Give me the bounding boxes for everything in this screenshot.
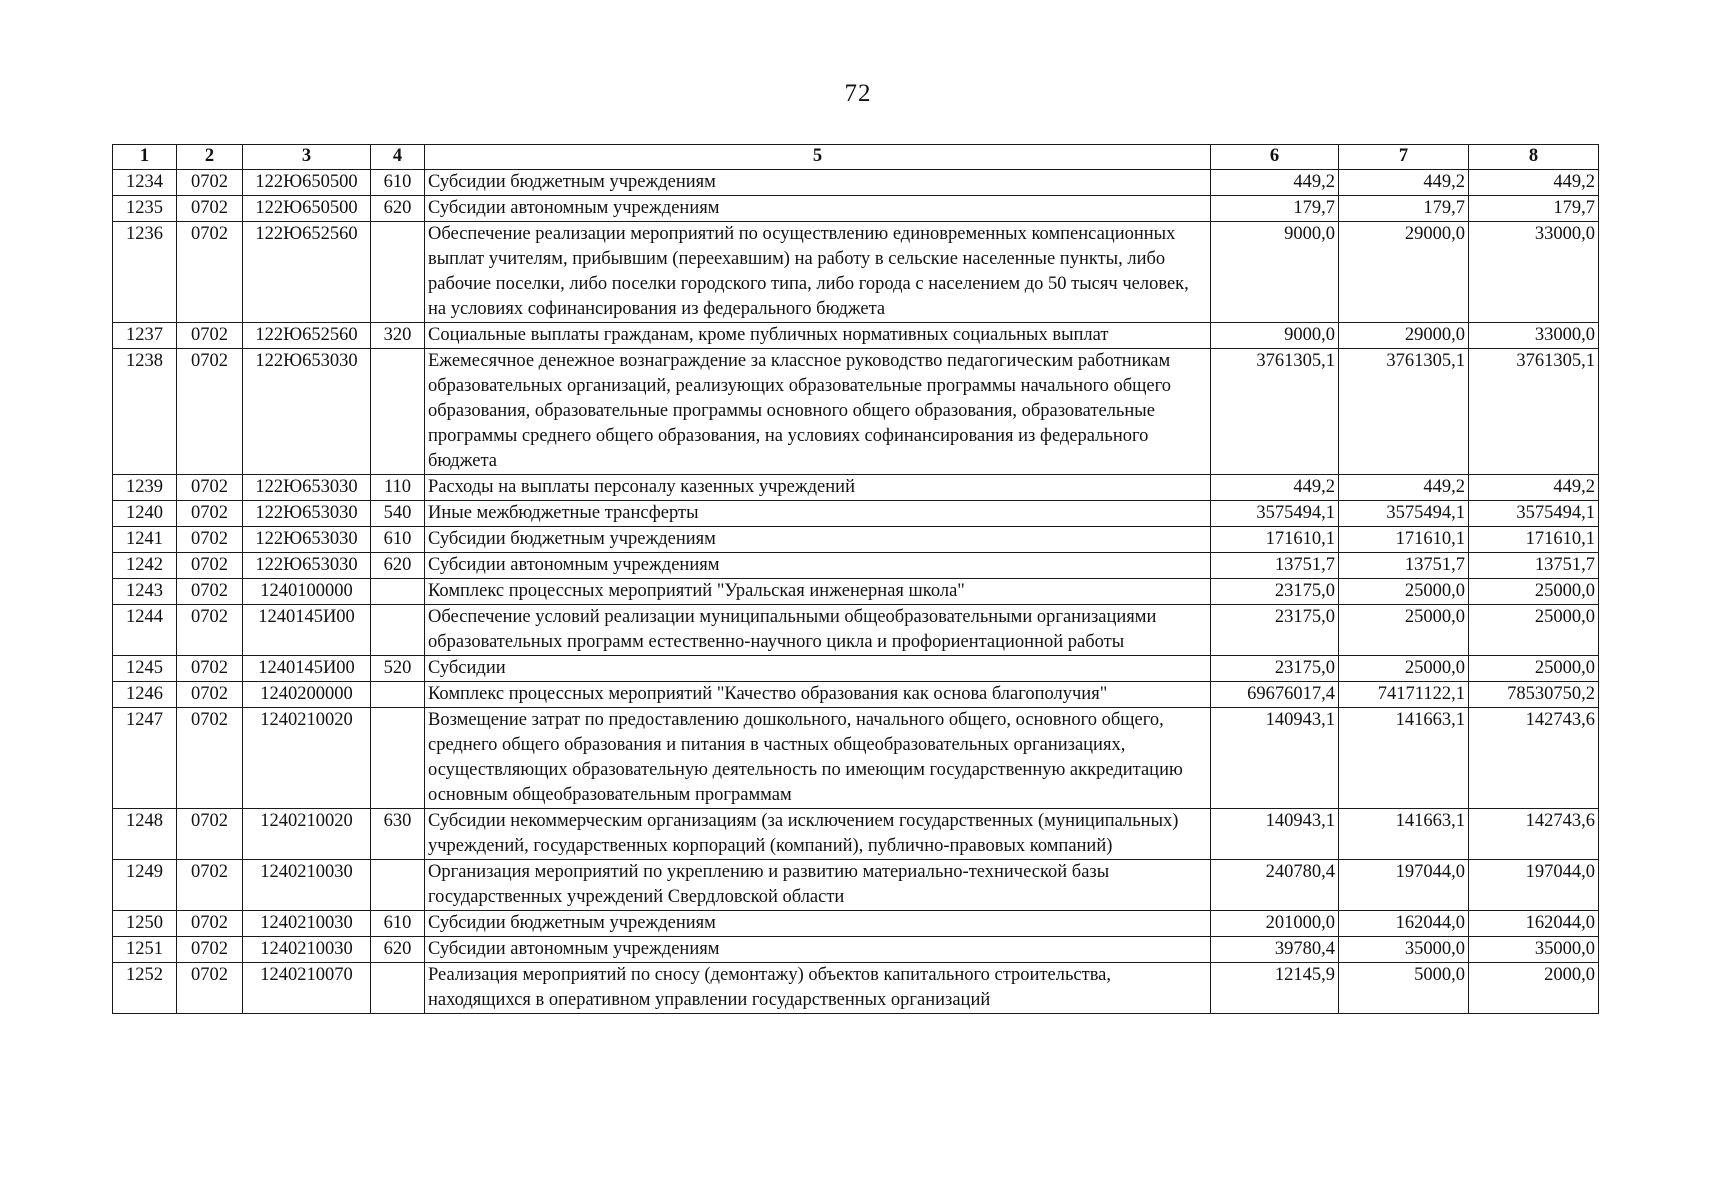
item-description: Ежемесячное денежное вознаграждение за классное руководство педагогическим работникам образовательных организаций, реализующих образовательные программы начального общего образования, образовательные программы основного общего образования, образовательные программы среднего общего образования, на условиях софинансирования из федерального бюджета [425, 349, 1211, 475]
target-article-code: 122Ю650500 [243, 196, 371, 222]
amount-column-7: 197044,0 [1339, 860, 1469, 911]
amount-column-8: 33000,0 [1469, 323, 1599, 349]
row-number: 1235 [113, 196, 177, 222]
amount-column-6: 23175,0 [1211, 656, 1339, 682]
table-row [113, 553, 1599, 579]
item-description: Комплекс процессных мероприятий "Уральская инженерная школа" [425, 579, 1211, 605]
expense-type-code: 610 [371, 911, 425, 937]
amount-column-8: 35000,0 [1469, 937, 1599, 963]
expense-type-code [371, 349, 425, 475]
row-number: 1244 [113, 605, 177, 656]
table-row [113, 605, 1599, 656]
expense-type-code: 620 [371, 937, 425, 963]
amount-column-6: 240780,4 [1211, 860, 1339, 911]
table-row [113, 323, 1599, 349]
target-article-code: 122Ю652560 [243, 323, 371, 349]
amount-column-6: 201000,0 [1211, 911, 1339, 937]
amount-column-7: 171610,1 [1339, 527, 1469, 553]
amount-column-6: 12145,9 [1211, 963, 1339, 1014]
section-code: 0702 [177, 656, 243, 682]
item-description: Иные межбюджетные трансферты [425, 501, 1211, 527]
amount-column-6: 23175,0 [1211, 605, 1339, 656]
amount-column-6: 179,7 [1211, 196, 1339, 222]
amount-column-8: 449,2 [1469, 170, 1599, 196]
item-description: Комплекс процессных мероприятий "Качество образования как основа благополучия" [425, 682, 1211, 708]
table-row [113, 682, 1599, 708]
item-description: Субсидии бюджетным учреждениям [425, 911, 1211, 937]
row-number: 1243 [113, 579, 177, 605]
target-article-code: 1240210070 [243, 963, 371, 1014]
column-header: 3 [243, 145, 371, 170]
item-description: Субсидии бюджетным учреждениям [425, 170, 1211, 196]
table-row [113, 170, 1599, 196]
table-row [113, 809, 1599, 860]
amount-column-8: 3761305,1 [1469, 349, 1599, 475]
table-body [113, 170, 1599, 1014]
item-description: Субсидии автономным учреждениям [425, 553, 1211, 579]
row-number: 1251 [113, 937, 177, 963]
item-description: Организация мероприятий по укреплению и развитию материально-технической базы государственных учреждений Свердловской области [425, 860, 1211, 911]
section-code: 0702 [177, 553, 243, 579]
expense-type-code [371, 860, 425, 911]
column-header: 8 [1469, 145, 1599, 170]
amount-column-7: 35000,0 [1339, 937, 1469, 963]
page-number: 72 [844, 80, 872, 107]
amount-column-6: 3575494,1 [1211, 501, 1339, 527]
amount-column-7: 25000,0 [1339, 579, 1469, 605]
target-article-code: 122Ю653030 [243, 475, 371, 501]
expense-type-code [371, 963, 425, 1014]
amount-column-7: 3761305,1 [1339, 349, 1469, 475]
expense-type-code: 110 [371, 475, 425, 501]
amount-column-6: 140943,1 [1211, 809, 1339, 860]
target-article-code: 122Ю650500 [243, 170, 371, 196]
row-number: 1242 [113, 553, 177, 579]
amount-column-6: 39780,4 [1211, 937, 1339, 963]
column-header: 1 [113, 145, 177, 170]
item-description: Реализация мероприятий по сносу (демонтажу) объектов капитального строительства, находящихся в оперативном управлении государственных организаций [425, 963, 1211, 1014]
row-number: 1245 [113, 656, 177, 682]
row-number: 1234 [113, 170, 177, 196]
amount-column-8: 3575494,1 [1469, 501, 1599, 527]
target-article-code: 1240200000 [243, 682, 371, 708]
target-article-code: 1240145И00 [243, 605, 371, 656]
item-description: Обеспечение условий реализации муниципальными общеобразовательными организациями образовательных программ естественно-научного цикла и профориентационной работы [425, 605, 1211, 656]
target-article-code: 122Ю653030 [243, 553, 371, 579]
expense-type-code [371, 579, 425, 605]
section-code: 0702 [177, 323, 243, 349]
table-row [113, 349, 1599, 475]
item-description: Субсидии [425, 656, 1211, 682]
target-article-code: 122Ю653030 [243, 349, 371, 475]
amount-column-8: 25000,0 [1469, 579, 1599, 605]
item-description: Социальные выплаты гражданам, кроме публичных нормативных социальных выплат [425, 323, 1211, 349]
amount-column-8: 449,2 [1469, 475, 1599, 501]
row-number: 1252 [113, 963, 177, 1014]
section-code: 0702 [177, 501, 243, 527]
section-code: 0702 [177, 527, 243, 553]
section-code: 0702 [177, 605, 243, 656]
table-row [113, 911, 1599, 937]
target-article-code: 122Ю652560 [243, 222, 371, 323]
column-header: 5 [425, 145, 1211, 170]
amount-column-8: 179,7 [1469, 196, 1599, 222]
amount-column-6: 140943,1 [1211, 708, 1339, 809]
column-header: 4 [371, 145, 425, 170]
amount-column-8: 25000,0 [1469, 656, 1599, 682]
amount-column-6: 9000,0 [1211, 222, 1339, 323]
amount-column-7: 179,7 [1339, 196, 1469, 222]
amount-column-7: 141663,1 [1339, 809, 1469, 860]
section-code: 0702 [177, 860, 243, 911]
target-article-code: 1240210030 [243, 911, 371, 937]
amount-column-7: 25000,0 [1339, 605, 1469, 656]
row-number: 1240 [113, 501, 177, 527]
section-code: 0702 [177, 196, 243, 222]
section-code: 0702 [177, 682, 243, 708]
amount-column-7: 29000,0 [1339, 323, 1469, 349]
expense-type-code [371, 222, 425, 323]
target-article-code: 122Ю653030 [243, 501, 371, 527]
amount-column-8: 142743,6 [1469, 809, 1599, 860]
amount-column-7: 449,2 [1339, 475, 1469, 501]
amount-column-7: 74171122,1 [1339, 682, 1469, 708]
table-row [113, 527, 1599, 553]
table-row [113, 860, 1599, 911]
section-code: 0702 [177, 349, 243, 475]
budget-table [112, 144, 1599, 1014]
section-code: 0702 [177, 911, 243, 937]
row-number: 1250 [113, 911, 177, 937]
column-header: 6 [1211, 145, 1339, 170]
item-description: Субсидии бюджетным учреждениям [425, 527, 1211, 553]
row-number: 1241 [113, 527, 177, 553]
expense-type-code: 520 [371, 656, 425, 682]
target-article-code: 1240210020 [243, 809, 371, 860]
amount-column-7: 449,2 [1339, 170, 1469, 196]
target-article-code: 1240210020 [243, 708, 371, 809]
table-row [113, 196, 1599, 222]
section-code: 0702 [177, 170, 243, 196]
amount-column-7: 162044,0 [1339, 911, 1469, 937]
expense-type-code: 610 [371, 527, 425, 553]
table-row [113, 656, 1599, 682]
amount-column-6: 449,2 [1211, 475, 1339, 501]
amount-column-8: 2000,0 [1469, 963, 1599, 1014]
section-code: 0702 [177, 809, 243, 860]
expense-type-code: 630 [371, 809, 425, 860]
amount-column-8: 171610,1 [1469, 527, 1599, 553]
expense-type-code: 320 [371, 323, 425, 349]
amount-column-6: 9000,0 [1211, 323, 1339, 349]
table-row [113, 222, 1599, 323]
amount-column-6: 23175,0 [1211, 579, 1339, 605]
expense-type-code [371, 708, 425, 809]
amount-column-7: 3575494,1 [1339, 501, 1469, 527]
section-code: 0702 [177, 963, 243, 1014]
table-row [113, 708, 1599, 809]
expense-type-code [371, 682, 425, 708]
row-number: 1237 [113, 323, 177, 349]
amount-column-8: 33000,0 [1469, 222, 1599, 323]
table-row [113, 475, 1599, 501]
expense-type-code: 620 [371, 553, 425, 579]
amount-column-7: 25000,0 [1339, 656, 1469, 682]
expense-type-code [371, 605, 425, 656]
item-description: Обеспечение реализации мероприятий по осуществлению единовременных компенсационных выплат учителям, прибывшим (переехавшим) на работу в сельские населенные пункты, либо рабочие поселки, либо поселки городского типа, либо города с населением до 50 тысяч человек, на условиях софинансирования из федерального бюджета [425, 222, 1211, 323]
amount-column-8: 162044,0 [1469, 911, 1599, 937]
table-header-row [113, 145, 1599, 170]
target-article-code: 122Ю653030 [243, 527, 371, 553]
table-row [113, 501, 1599, 527]
row-number: 1239 [113, 475, 177, 501]
amount-column-6: 171610,1 [1211, 527, 1339, 553]
table-row [113, 963, 1599, 1014]
target-article-code: 1240210030 [243, 860, 371, 911]
item-description: Субсидии некоммерческим организациям (за исключением государственных (муниципальных) учреждений, государственных корпораций (компаний), публично-правовых компаний) [425, 809, 1211, 860]
row-number: 1238 [113, 349, 177, 475]
amount-column-7: 141663,1 [1339, 708, 1469, 809]
row-number: 1248 [113, 809, 177, 860]
expense-type-code: 540 [371, 501, 425, 527]
expense-type-code: 620 [371, 196, 425, 222]
amount-column-7: 29000,0 [1339, 222, 1469, 323]
section-code: 0702 [177, 937, 243, 963]
target-article-code: 1240145И00 [243, 656, 371, 682]
amount-column-6: 449,2 [1211, 170, 1339, 196]
row-number: 1246 [113, 682, 177, 708]
expense-type-code: 610 [371, 170, 425, 196]
item-description: Возмещение затрат по предоставлению дошкольного, начального общего, основного общего, среднего общего образования и питания в частных общеобразовательных организациях, осуществляющих образовательную деятельность по имеющим государственную аккредитацию основным общеобразовательным программам [425, 708, 1211, 809]
amount-column-8: 78530750,2 [1469, 682, 1599, 708]
target-article-code: 1240100000 [243, 579, 371, 605]
row-number: 1249 [113, 860, 177, 911]
table-row [113, 937, 1599, 963]
column-header: 2 [177, 145, 243, 170]
amount-column-8: 13751,7 [1469, 553, 1599, 579]
section-code: 0702 [177, 579, 243, 605]
section-code: 0702 [177, 475, 243, 501]
column-header: 7 [1339, 145, 1469, 170]
item-description: Субсидии автономным учреждениям [425, 196, 1211, 222]
row-number: 1236 [113, 222, 177, 323]
section-code: 0702 [177, 708, 243, 809]
row-number: 1247 [113, 708, 177, 809]
amount-column-7: 13751,7 [1339, 553, 1469, 579]
amount-column-8: 25000,0 [1469, 605, 1599, 656]
table-row [113, 579, 1599, 605]
amount-column-7: 5000,0 [1339, 963, 1469, 1014]
section-code: 0702 [177, 222, 243, 323]
item-description: Субсидии автономным учреждениям [425, 937, 1211, 963]
item-description: Расходы на выплаты персоналу казенных учреждений [425, 475, 1211, 501]
amount-column-8: 142743,6 [1469, 708, 1599, 809]
target-article-code: 1240210030 [243, 937, 371, 963]
amount-column-6: 13751,7 [1211, 553, 1339, 579]
amount-column-6: 3761305,1 [1211, 349, 1339, 475]
amount-column-6: 69676017,4 [1211, 682, 1339, 708]
amount-column-8: 197044,0 [1469, 860, 1599, 911]
